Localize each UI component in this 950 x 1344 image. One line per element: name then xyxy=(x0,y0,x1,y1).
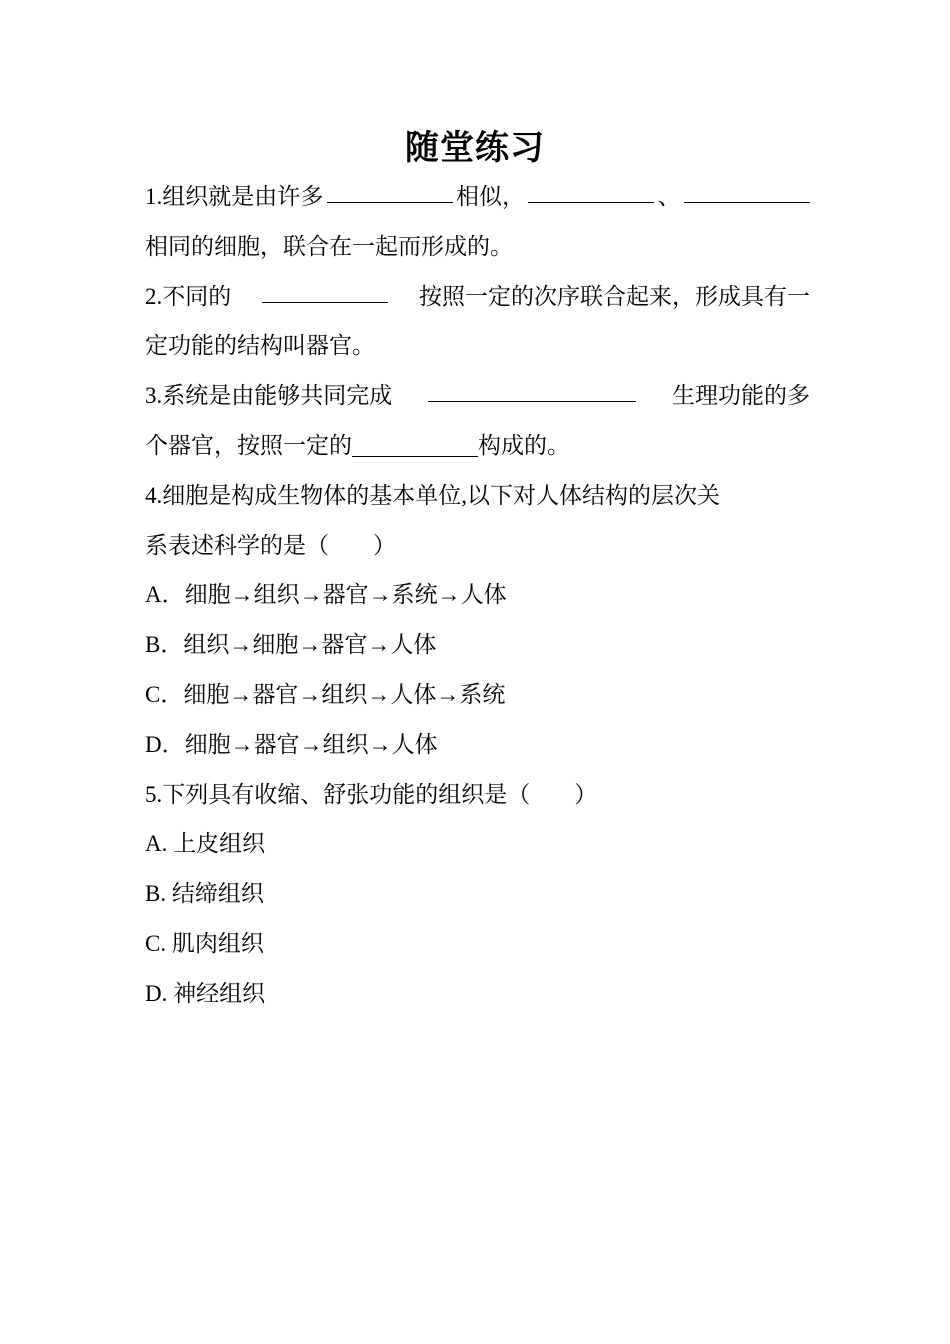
q5-option-d: D. 神经组织 xyxy=(145,980,266,1006)
q2-text-3: 定功能的结构叫器官。 xyxy=(145,333,375,359)
q5-stem-b: ） xyxy=(574,781,598,807)
question-1-line-1 xyxy=(145,172,810,222)
q4-option-a: A．细胞→组织→器官→系统→人体 xyxy=(145,582,507,608)
q4-option-b: B．组织→细胞→器官→人体 xyxy=(145,632,437,658)
question-5-line-1 xyxy=(145,770,810,820)
q1-blank-1 xyxy=(327,172,453,203)
q4-stem-1: 4.细胞是构成生物体的基本单位,以下对人体结构的层次关 xyxy=(145,482,720,508)
question-3-line-1 xyxy=(145,371,810,421)
q1-text-3: 、 xyxy=(657,184,681,209)
q1-blank-3 xyxy=(684,172,810,203)
q1-text-1: 1.组织就是由许多 xyxy=(145,184,324,209)
exercise-body xyxy=(145,172,810,1019)
q4-option-d: D．细胞→器官→组织→人体 xyxy=(145,731,438,757)
q1-text-2: 相似， xyxy=(455,184,525,209)
q3-text-1: 3.系统是由能够共同完成 xyxy=(145,383,393,409)
q5-option-c: C. 肌肉组织 xyxy=(145,930,264,956)
q1-blank-2 xyxy=(528,172,654,203)
q2-blank-1 xyxy=(262,272,388,303)
q4-stem-2a: 系表述科学的是（ xyxy=(145,532,329,558)
question-1-line-2 xyxy=(145,222,810,272)
q4-option-c: C．细胞→器官→组织→人体→系统 xyxy=(145,681,506,707)
page-title: 随堂练习 xyxy=(405,130,545,167)
question-3-line-2 xyxy=(145,421,810,471)
q3-text-3: 个器官，按照一定的 xyxy=(145,432,352,458)
q2-text-1: 2.不同的 xyxy=(145,283,232,309)
q3-text-2: 生理功能的多 xyxy=(672,383,810,409)
q3-blank-1 xyxy=(428,371,636,402)
question-4-line-1 xyxy=(145,471,810,521)
q3-text-4: 构成的。 xyxy=(478,432,570,458)
question-2-line-1 xyxy=(145,272,810,322)
question-4-line-2 xyxy=(145,521,810,571)
q5-option-b: B. 结缔组织 xyxy=(145,881,264,907)
question-2-line-2 xyxy=(145,321,810,371)
q3-blank-2 xyxy=(352,426,478,457)
q2-text-2: 按照一定的次序联合起来，形成具有一 xyxy=(419,283,810,309)
q1-text-4: 相同的细胞，联合在一起而形成的。 xyxy=(145,233,513,259)
q5-stem-a: 5.下列具有收缩、舒张功能的组织是（ xyxy=(145,781,531,807)
q5-option-a: A. 上皮组织 xyxy=(145,831,266,857)
q4-stem-2b: ） xyxy=(373,532,396,558)
